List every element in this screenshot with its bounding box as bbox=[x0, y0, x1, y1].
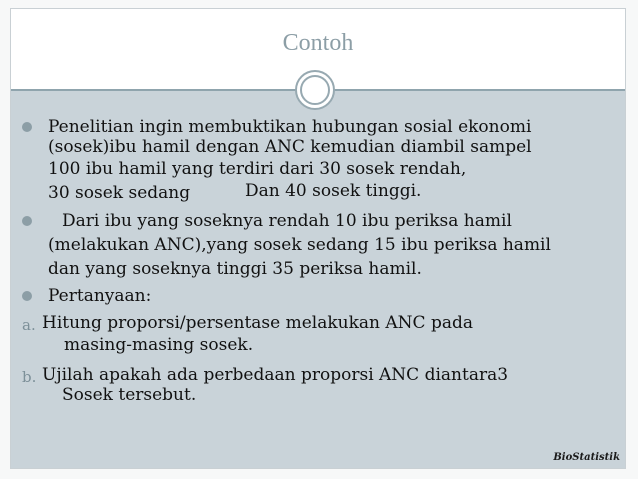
circle-ornament-inner-icon bbox=[300, 75, 330, 105]
bullet-1-line-3: 100 ibu hamil yang terdiri dari 30 sosek rendah, bbox=[48, 159, 467, 179]
bullet-3-line-1: Pertanyaan: bbox=[48, 286, 152, 306]
bullet-2-line-3: dan yang soseknya tinggi 35 periksa hamil. bbox=[48, 259, 422, 279]
question-b-marker: b. bbox=[22, 368, 37, 386]
bullet-icon bbox=[22, 216, 32, 226]
bullet-icon bbox=[22, 291, 32, 301]
bullet-1-line-5: Dan 40 sosek tinggi. bbox=[245, 181, 422, 201]
bullet-1-line-2: (sosek)ibu hamil dengan ANC kemudian diambil sampel bbox=[48, 137, 532, 157]
footer-label: BioStatistik bbox=[553, 452, 620, 463]
bullet-1-line-1: Penelitian ingin membuktikan hubungan sosial ekonomi bbox=[48, 117, 532, 137]
bullet-1-line-4: 30 sosek sedang bbox=[48, 183, 191, 203]
bullet-2-line-2: (melakukan ANC),yang sosek sedang 15 ibu periksa hamil bbox=[48, 235, 551, 255]
question-a-marker: a. bbox=[22, 316, 36, 334]
question-a-line-1: Hitung proporsi/persentase melakukan ANC pada bbox=[42, 313, 474, 333]
bullet-2-line-1: Dari ibu yang soseknya rendah 10 ibu periksa hamil bbox=[62, 211, 512, 231]
question-a-line-2: masing-masing sosek. bbox=[64, 335, 254, 355]
bullet-icon bbox=[22, 122, 32, 132]
slide-title: Contoh bbox=[282, 30, 354, 56]
question-b-line-1: Ujilah apakah ada perbedaan proporsi ANC diantara3 bbox=[42, 365, 509, 385]
question-b-line-2: Sosek tersebut. bbox=[62, 385, 197, 405]
